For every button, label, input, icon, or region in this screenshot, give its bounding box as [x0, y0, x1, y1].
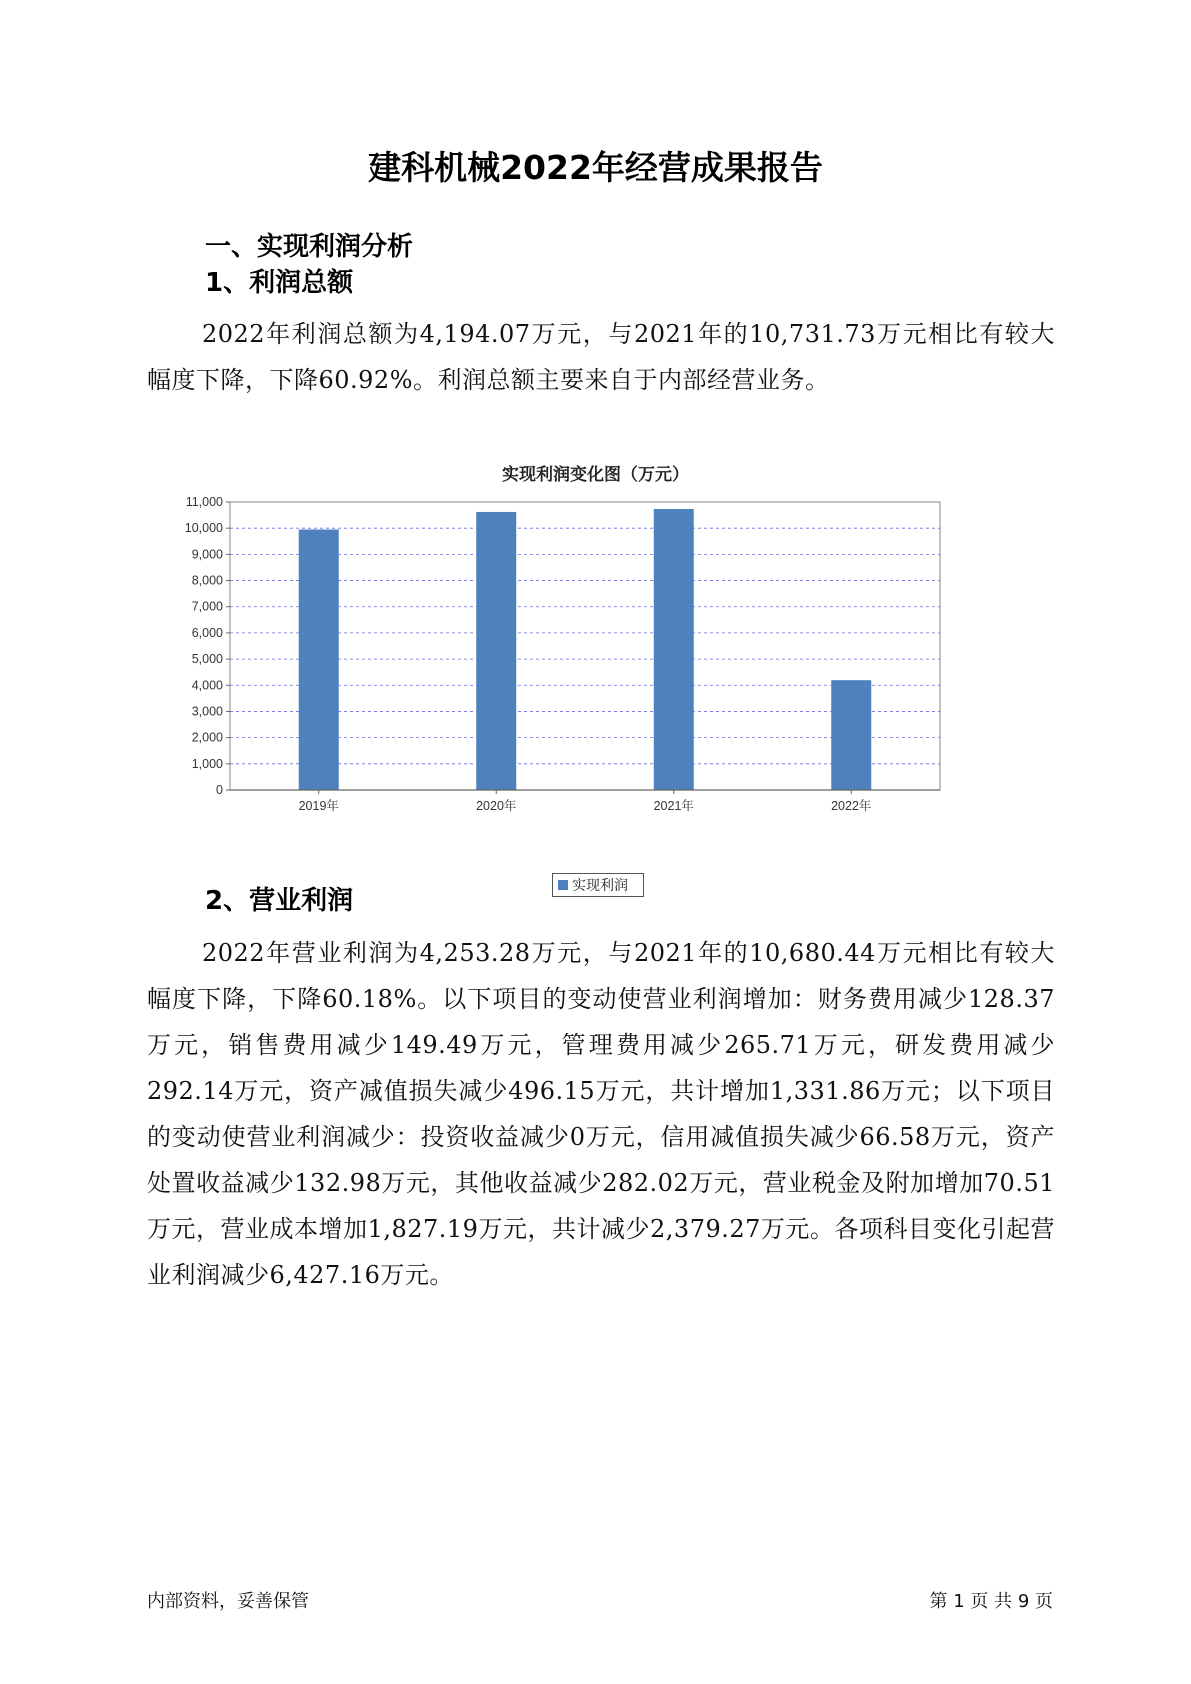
bar-2019年: [299, 529, 339, 790]
legend-label: 实现利润: [572, 878, 628, 894]
x-tick-label: 2019年: [298, 799, 339, 813]
y-tick-label: 7,000: [191, 599, 223, 614]
section-heading-profit-analysis: 一、实现利润分析: [205, 232, 414, 262]
footer-confidential-note: 内部资料，妥善保管: [147, 1591, 309, 1612]
y-tick-label: 2,000: [191, 730, 223, 745]
bar-2020年: [476, 512, 516, 790]
chart-legend: [552, 873, 644, 897]
paragraph-total-profit: 2022年利润总额为4,194.07万元，与2021年的10,731.73万元相比有较大幅度下降，下降60.92%。利润总额主要来自于内部经营业务。: [147, 320, 1055, 394]
x-tick-label: 2020年: [476, 799, 517, 813]
x-tick-label: 2022年: [831, 799, 872, 813]
y-tick-label: 8,000: [191, 573, 223, 588]
legend-swatch: [558, 880, 568, 890]
x-tick-label: 2021年: [653, 799, 694, 813]
bar-2021年: [654, 509, 694, 790]
y-tick-label: 10,000: [184, 521, 223, 536]
chart-title: 实现利润变化图（万元）: [502, 465, 689, 485]
y-tick-label: 5,000: [191, 652, 223, 667]
footer-page-number: 第 1 页 共 9 页: [929, 1591, 1053, 1612]
document-title: 建科机械2022年经营成果报告: [368, 148, 823, 187]
paragraph-operating-profit: 2022年营业利润为4,253.28万元，与2021年的10,680.44万元相比有较大幅度下降，下降60.18%。以下项目的变动使营业利润增加：财务费用减少128.37万元，销售费用减少149.49万元，管理费用减少265.71万元，研发费用减少292.14万元，资产减值损失减少496.15万元，共计增加1,331.86万元；以下项目的变动使营业利润减少：投资收益减少0万元，信用减值损失减少66.58万元，资产处置收益减少132.98万元，其他收益减少282.02万元，营业税金及附加增加70.51万元，营业成本增加1,827.19万元，共计减少2,379.27万元。各项科目变化引起营业利润减少6,427.16万元。: [147, 939, 1055, 1289]
y-tick-label: 4,000: [191, 678, 223, 693]
profit-bar-chart: [150, 490, 950, 813]
bar-2022年: [831, 680, 871, 790]
subheading-total-profit: 1、利润总额: [205, 268, 354, 298]
y-tick-label: 0: [216, 783, 223, 797]
y-tick-label: 6,000: [191, 625, 223, 640]
subheading-operating-profit: 2、营业利润: [205, 886, 354, 916]
y-tick-label: 9,000: [191, 547, 223, 562]
y-tick-label: 3,000: [191, 704, 223, 719]
y-tick-label: 11,000: [185, 495, 223, 509]
y-tick-label: 1,000: [191, 756, 223, 771]
